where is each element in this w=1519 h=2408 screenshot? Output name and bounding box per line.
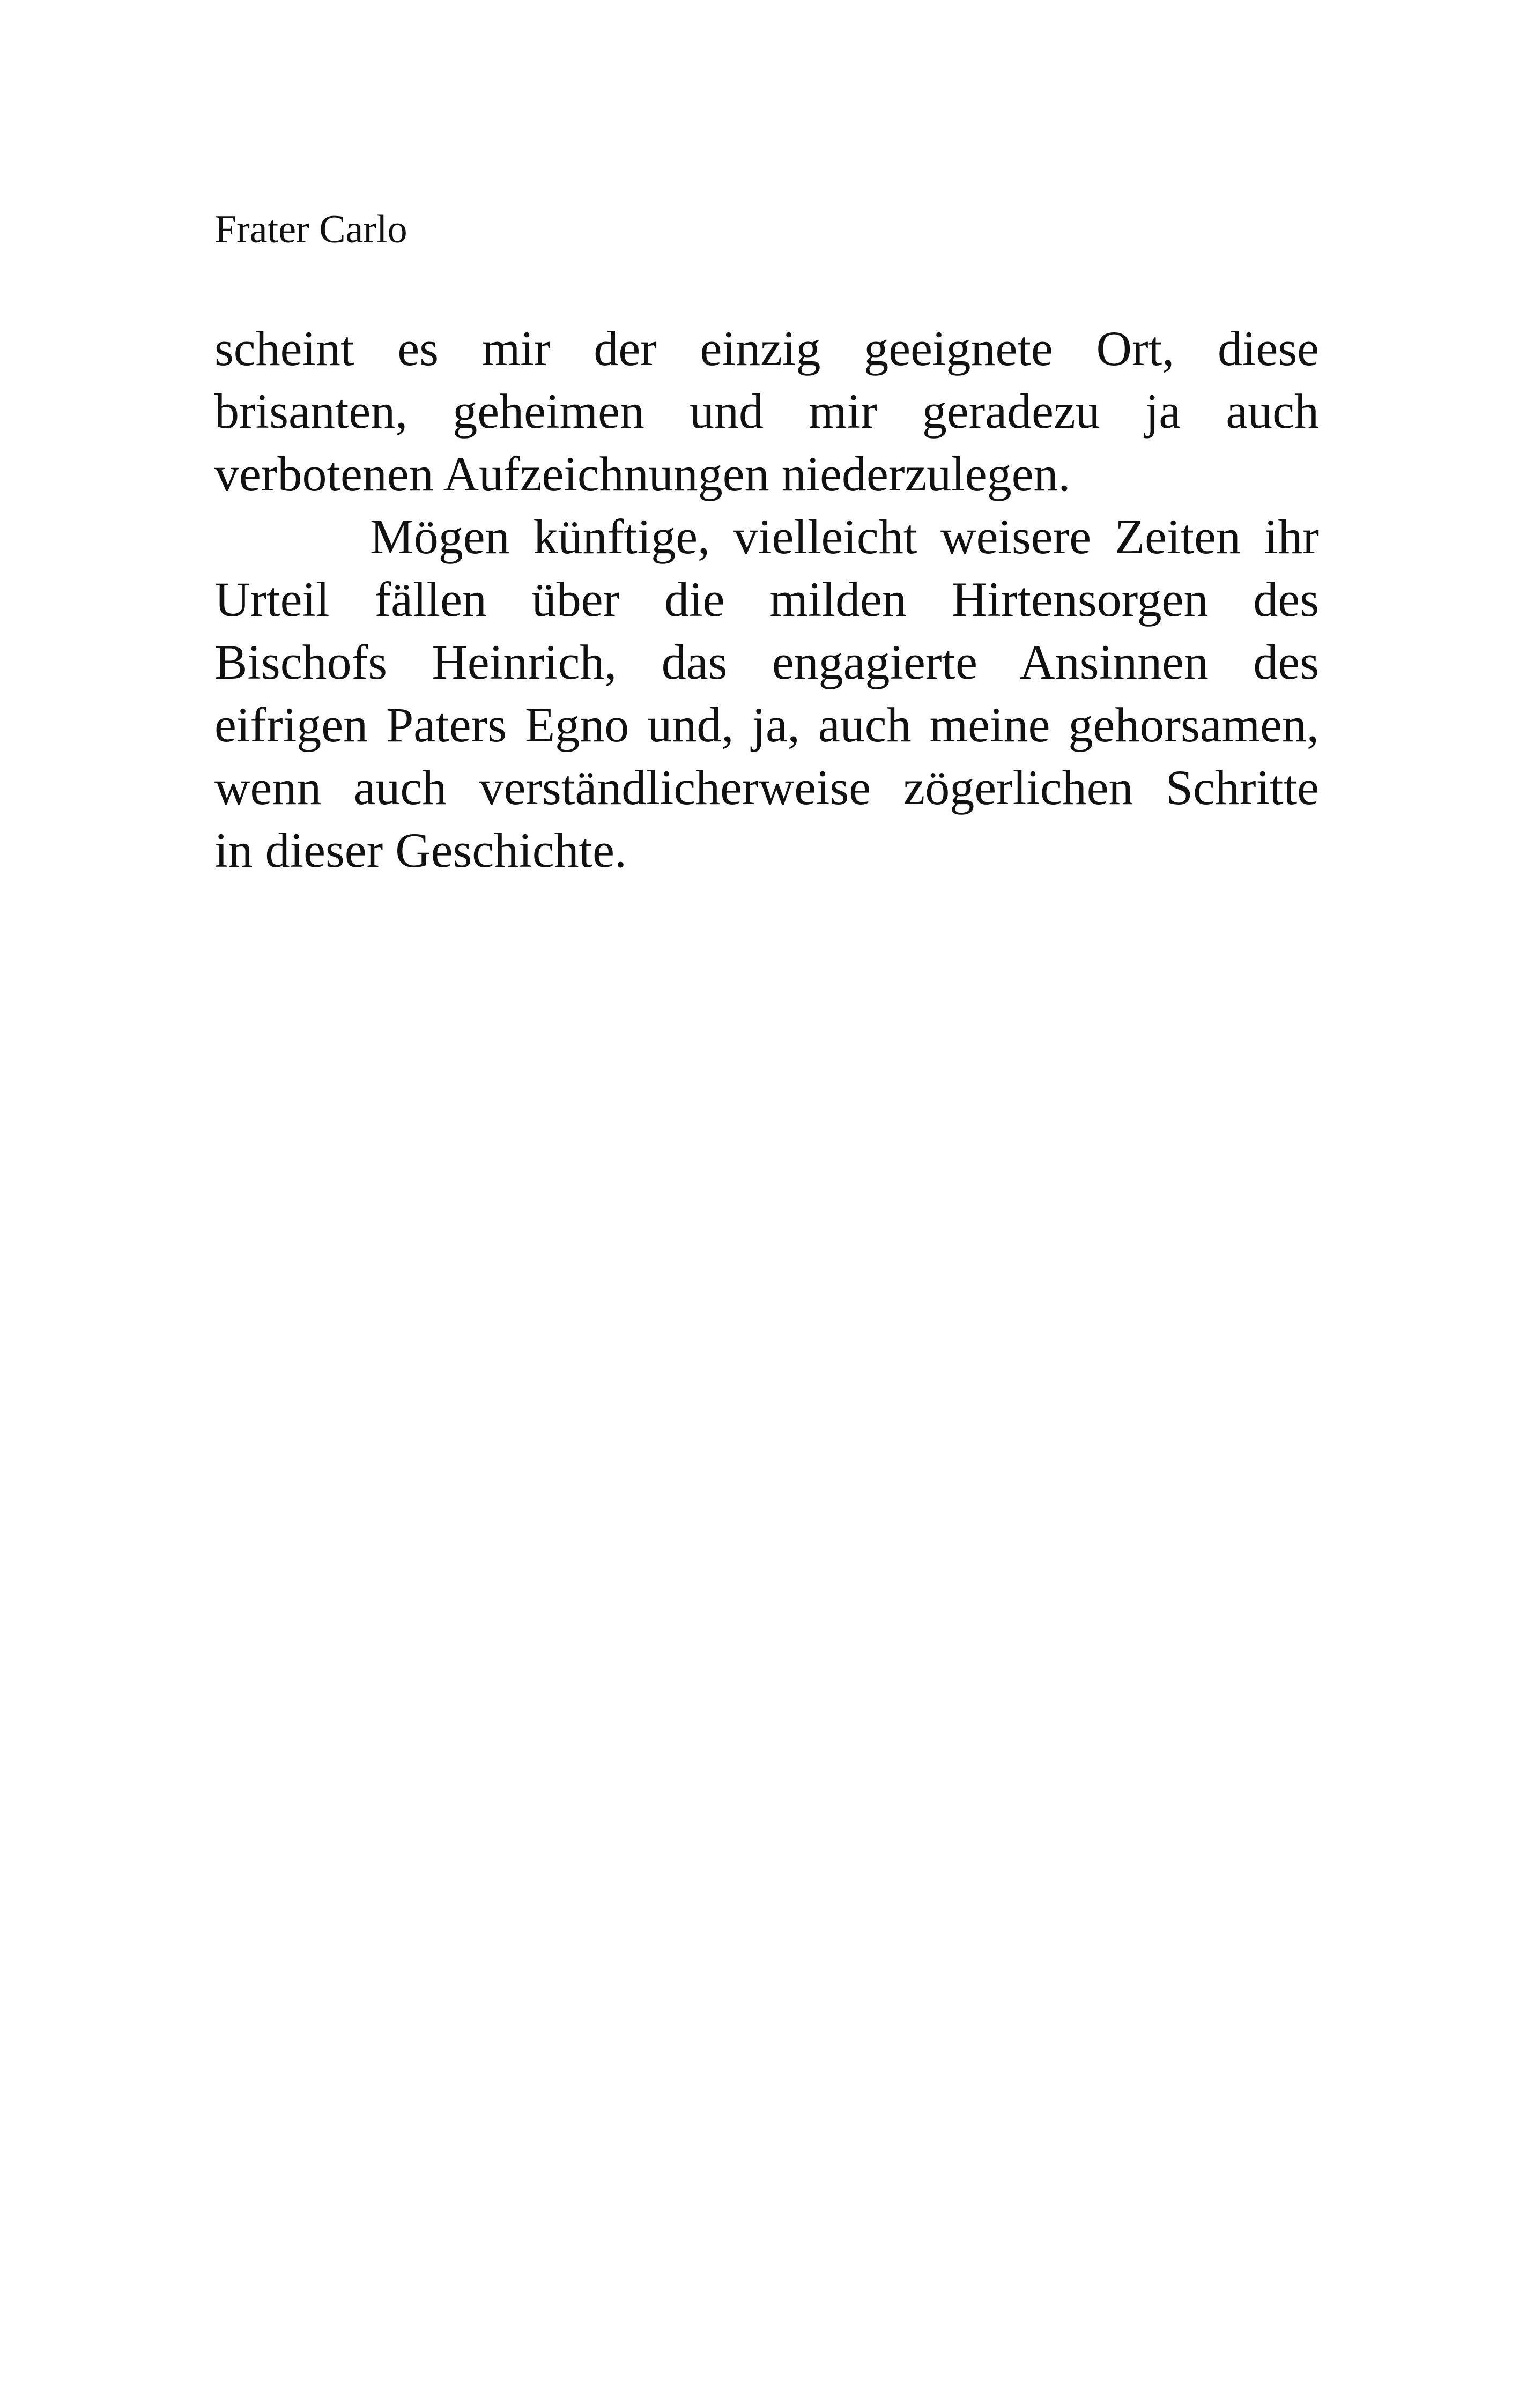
running-head: Frater Carlo — [214, 207, 407, 251]
text-line: Bischofs Heinrich, das engagierte Ansinnen des — [214, 635, 1319, 689]
text-line: in dieser Geschichte. — [214, 823, 627, 878]
text-line: brisanten, geheimen und mir geradezu ja auch — [214, 384, 1319, 439]
text-line: verbotenen Aufzeichnungen niederzulegen. — [214, 447, 1071, 501]
text-line: scheint es mir der einzig geeignete Ort, diese — [214, 321, 1319, 376]
body-text — [214, 317, 1319, 882]
text-line: Mögen künftige, vielleicht weisere Zeiten ihr — [370, 509, 1319, 564]
text-line: Urteil fällen über die milden Hirtensorgen des — [214, 572, 1319, 627]
text-line: eifrigen Paters Egno und, ja, auch meine gehorsamen, — [214, 697, 1319, 752]
text-line: wenn auch verständlicherweise zögerlichen Schritte — [214, 760, 1319, 815]
